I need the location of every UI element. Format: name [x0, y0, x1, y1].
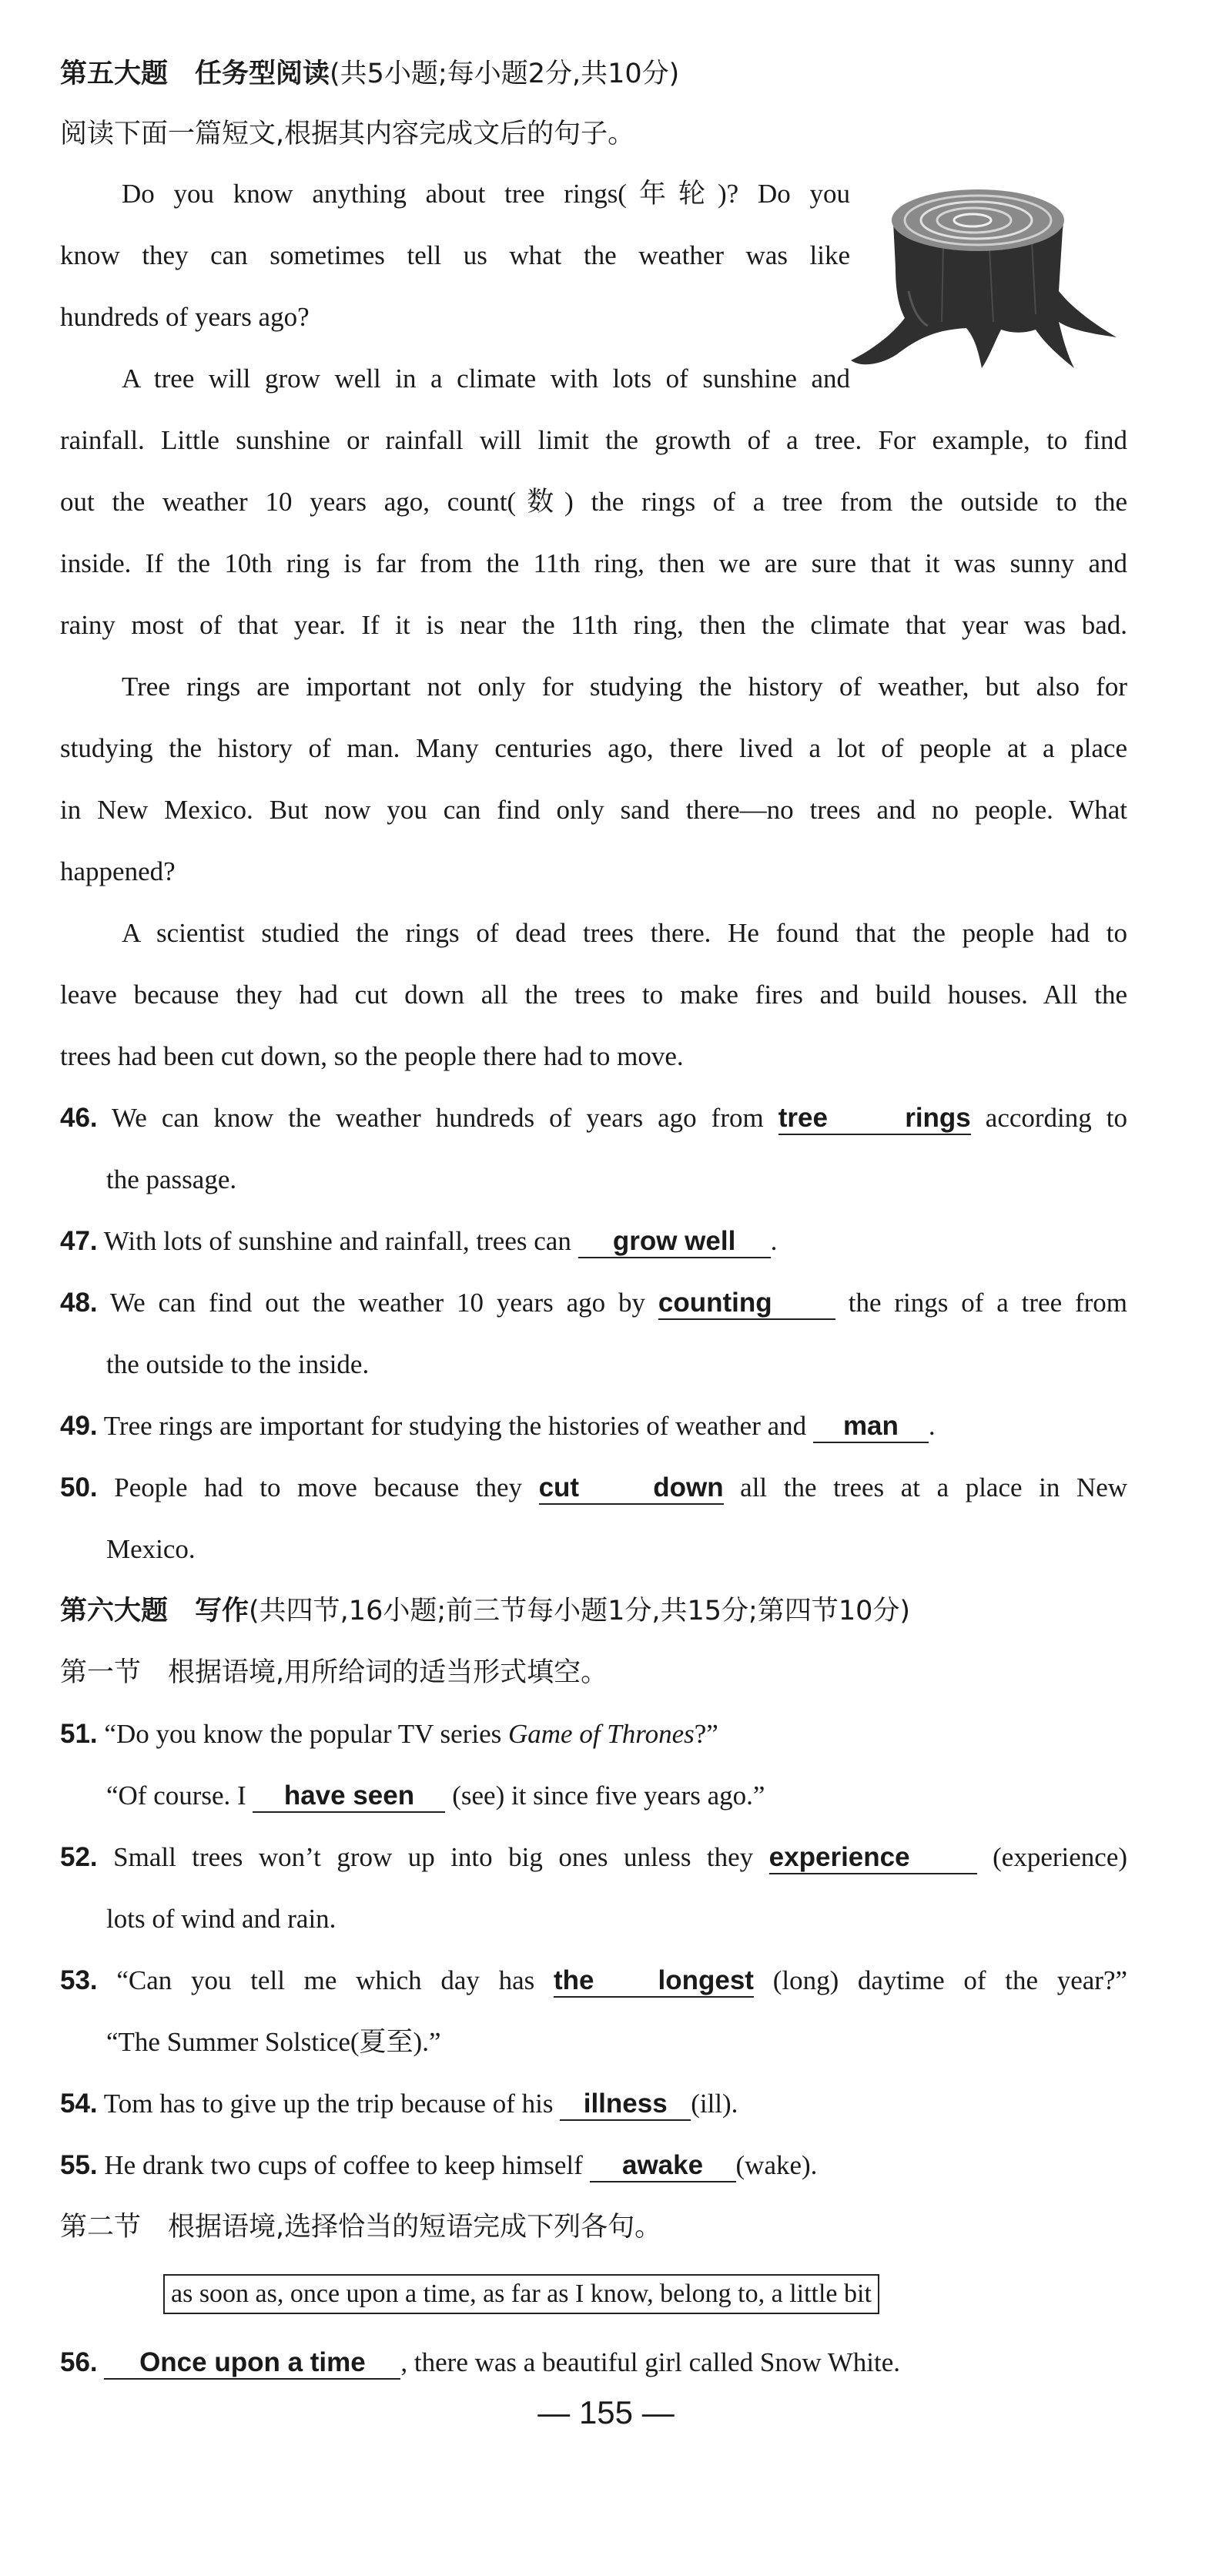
question-48-cont: the outside to the inside.	[106, 1349, 370, 1379]
question-text: Small trees won’t grow up into big ones unless they	[113, 1842, 754, 1872]
question-text: People had to move because they	[114, 1472, 522, 1502]
question-text: Tom has to give up the trip because of his	[103, 2089, 554, 2119]
question-text: all the trees at a place in New	[740, 1472, 1128, 1502]
passage-line: happened?	[60, 856, 176, 886]
section6-header	[60, 1593, 1127, 1630]
question-50-cont: Mexico.	[106, 1534, 196, 1564]
section5-title: 第五大题 任务型阅读	[60, 59, 330, 89]
question-53	[60, 1962, 1127, 1999]
question-text: “Do you know the popular TV series	[104, 1719, 508, 1749]
question-56	[60, 2344, 1127, 2381]
answer-blank: cut down	[539, 1472, 724, 1505]
passage-line: inside. If the 10th ring is far from the 11th ring, then we are sure that it was sunny and	[60, 548, 1127, 578]
question-46	[60, 1100, 1127, 1137]
question-text: “Of course. I	[106, 1780, 246, 1811]
question-53-cont: “The Summer Solstice(夏至).”	[106, 2027, 441, 2057]
part1-title: 第一节 根据语境,用所给词的适当形式填空。	[60, 1657, 608, 1688]
answer-blank: have seen	[253, 1780, 445, 1813]
question-number: 49.	[60, 1411, 98, 1441]
answer-blank: tree rings	[778, 1103, 971, 1135]
part2-title: 第二节 根据语境,选择恰当的短语完成下列各句。	[60, 2212, 662, 2243]
passage-line: A tree will grow well in a climate with lots of sunshine and	[122, 363, 850, 394]
question-number: 53.	[60, 1965, 98, 1995]
passage-line: out the weather 10 years ago, count(数) the rings of a tree from the outside to the	[60, 487, 1127, 517]
section5-header	[60, 55, 1127, 92]
question-49	[60, 1408, 1127, 1445]
passage-line: leave because they had cut down all the trees to make fires and build houses. All the	[60, 980, 1127, 1010]
question-51-cont	[60, 1777, 1127, 1814]
question-text: (ill).	[691, 2089, 738, 2119]
answer-blank: the longest	[554, 1965, 754, 1998]
question-text: “Can you tell me which day has	[116, 1965, 535, 1995]
question-number: 56.	[60, 2347, 98, 2377]
question-text: Tree rings are important for studying the histories of weather and	[103, 1411, 807, 1441]
section6-scoring: (共四节,16小题;前三节每小题1分,共15分;第四节10分)	[249, 1596, 911, 1626]
question-50	[60, 1469, 1127, 1506]
question-text: (see) it since five years ago.”	[452, 1780, 765, 1811]
tree-stump-illustration	[851, 176, 1117, 370]
question-text: We can find out the weather 10 years ago by	[109, 1288, 646, 1318]
question-47	[60, 1223, 1127, 1260]
question-number: 54.	[60, 2089, 98, 2119]
answer-blank: counting	[658, 1288, 835, 1320]
answer-blank: awake	[590, 2150, 736, 2182]
passage-line: Do you know anything about tree rings(年轮)? Do you	[122, 179, 850, 209]
question-text: (wake).	[735, 2150, 818, 2180]
passage-line: rainfall. Little sunshine or rainfall will limit the growth of a tree. For example, to find	[60, 425, 1127, 455]
question-52	[60, 1839, 1127, 1876]
answer-blank: man	[813, 1411, 929, 1443]
answer-blank: grow well	[578, 1226, 771, 1258]
question-text: , there was a beautiful girl called Snow White.	[400, 2347, 900, 2377]
question-text: With lots of sunshine and rainfall, trees can	[103, 1226, 571, 1256]
question-text: ?”	[694, 1719, 718, 1749]
passage-line: A scientist studied the rings of dead trees there. He found that the people had to	[122, 918, 1127, 948]
question-text: (long) daytime of the year?”	[772, 1965, 1128, 1995]
answer-blank: illness	[560, 2089, 691, 2121]
question-number: 48.	[60, 1288, 98, 1318]
passage-line: studying the history of man. Many centuries ago, there lived a lot of people at a place	[60, 733, 1127, 763]
page-number: — 155 —	[537, 2394, 675, 2430]
passage-line: in New Mexico. But now you can find only sand there—no trees and no people. What	[60, 795, 1127, 825]
section5-scoring: (共5小题;每小题2分,共10分)	[330, 59, 680, 89]
question-54	[60, 2085, 1127, 2122]
question-text: (experience)	[993, 1842, 1128, 1872]
question-text: .	[928, 1411, 936, 1441]
passage-line: trees had been cut down, so the people there had to move.	[60, 1041, 684, 1071]
section6-title: 第六大题 写作	[60, 1596, 249, 1626]
question-number: 52.	[60, 1842, 98, 1872]
question-text: the rings of a tree from	[848, 1288, 1128, 1318]
question-number: 55.	[60, 2150, 98, 2180]
question-number: 50.	[60, 1472, 98, 1502]
passage-line: hundreds of years ago?	[60, 302, 310, 332]
question-51	[60, 1716, 1127, 1753]
question-52-cont: lots of wind and rain.	[106, 1904, 336, 1934]
question-text: He drank two cups of coffee to keep himself	[104, 2150, 583, 2180]
question-number: 46.	[60, 1103, 98, 1133]
question-number: 51.	[60, 1719, 98, 1749]
passage-line: know they can sometimes tell us what the weather was like	[60, 240, 850, 270]
question-46-cont: the passage.	[106, 1164, 237, 1194]
section5-instruction: 阅读下面一篇短文,根据其内容完成文后的句子。	[60, 119, 635, 149]
question-text: according to	[985, 1103, 1128, 1133]
question-number: 47.	[60, 1226, 98, 1256]
passage-line: Tree rings are important not only for studying the history of weather, but also for	[122, 672, 1127, 702]
question-text: .	[770, 1226, 778, 1256]
phrase-box: as soon as, once upon a time, as far as I know, belong to, a little bit	[163, 2274, 879, 2314]
answer-blank: Once upon a time	[104, 2347, 400, 2380]
answer-blank: experience	[769, 1842, 977, 1874]
question-55	[60, 2147, 1127, 2184]
question-48	[60, 1285, 1127, 1321]
passage-line: rainy most of that year. If it is near the 11th ring, then the climate that year was bad.	[60, 610, 1127, 640]
question-text: We can know the weather hundreds of years ago from	[112, 1103, 764, 1133]
series-title: Game of Thrones	[508, 1719, 695, 1749]
